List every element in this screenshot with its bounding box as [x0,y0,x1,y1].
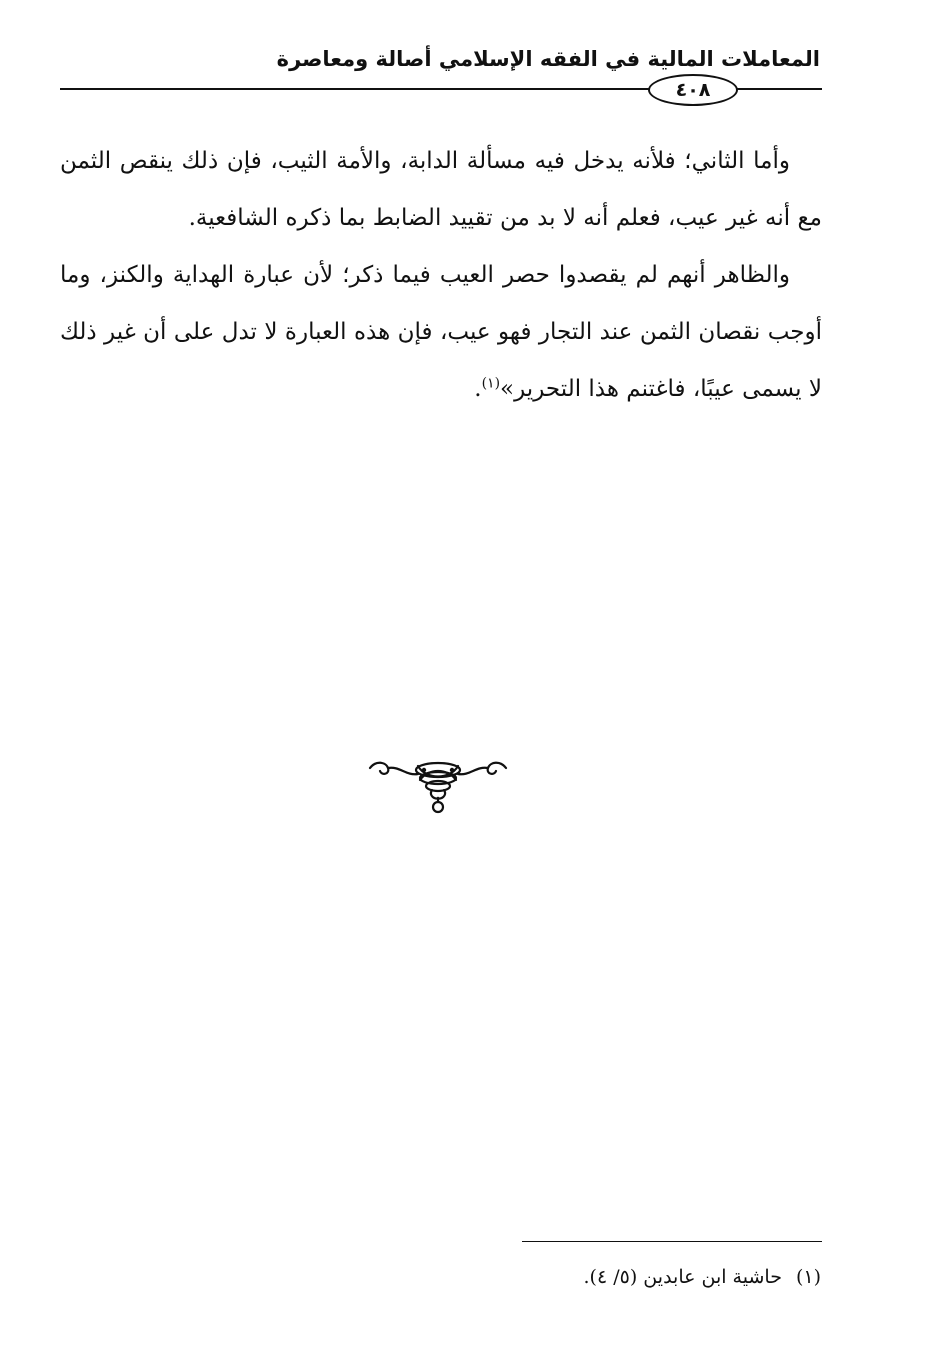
fleuron-ornament-icon [366,754,510,814]
body-text [60,133,822,418]
paragraph-1 [60,133,822,247]
footnote-rule [522,1241,822,1242]
running-header-title: المعاملات المالية في الفقه الإسلامي أصالة ومعاصرة [276,47,820,71]
footnote-reference[interactable]: (١) [481,375,501,392]
paragraph-2-text: والظاهر أنهم لم يقصدوا حصر العيب فيما ذكر؛ لأن عبارة الهداية والكنز، وما أوجب نقصان الثمن عند التجار فهو عيب، فإن هذه العبارة لا تدل على أن غير ذلك لا يسمى عيبًا، فاغتنم هذا التحرير» [60,262,822,402]
footnote-number: (١) [795,1266,821,1288]
page-number: ٤٠٨ [648,74,738,106]
paragraph-1-text: وأما الثاني؛ فلأنه يدخل فيه مسألة الدابة، والأمة الثيب، فإن ذلك ينقص الثمن مع أنه غير عيب، فعلم أنه لا بد من تقييد الضابط بما ذكره الشافعية. [60,148,822,231]
footnote-1 [321,1262,821,1292]
paragraph-2-end: . [474,376,482,402]
footnote-text: حاشية ابن عابدين (٥/ ٤). [583,1266,782,1288]
paragraph-2 [60,247,822,418]
